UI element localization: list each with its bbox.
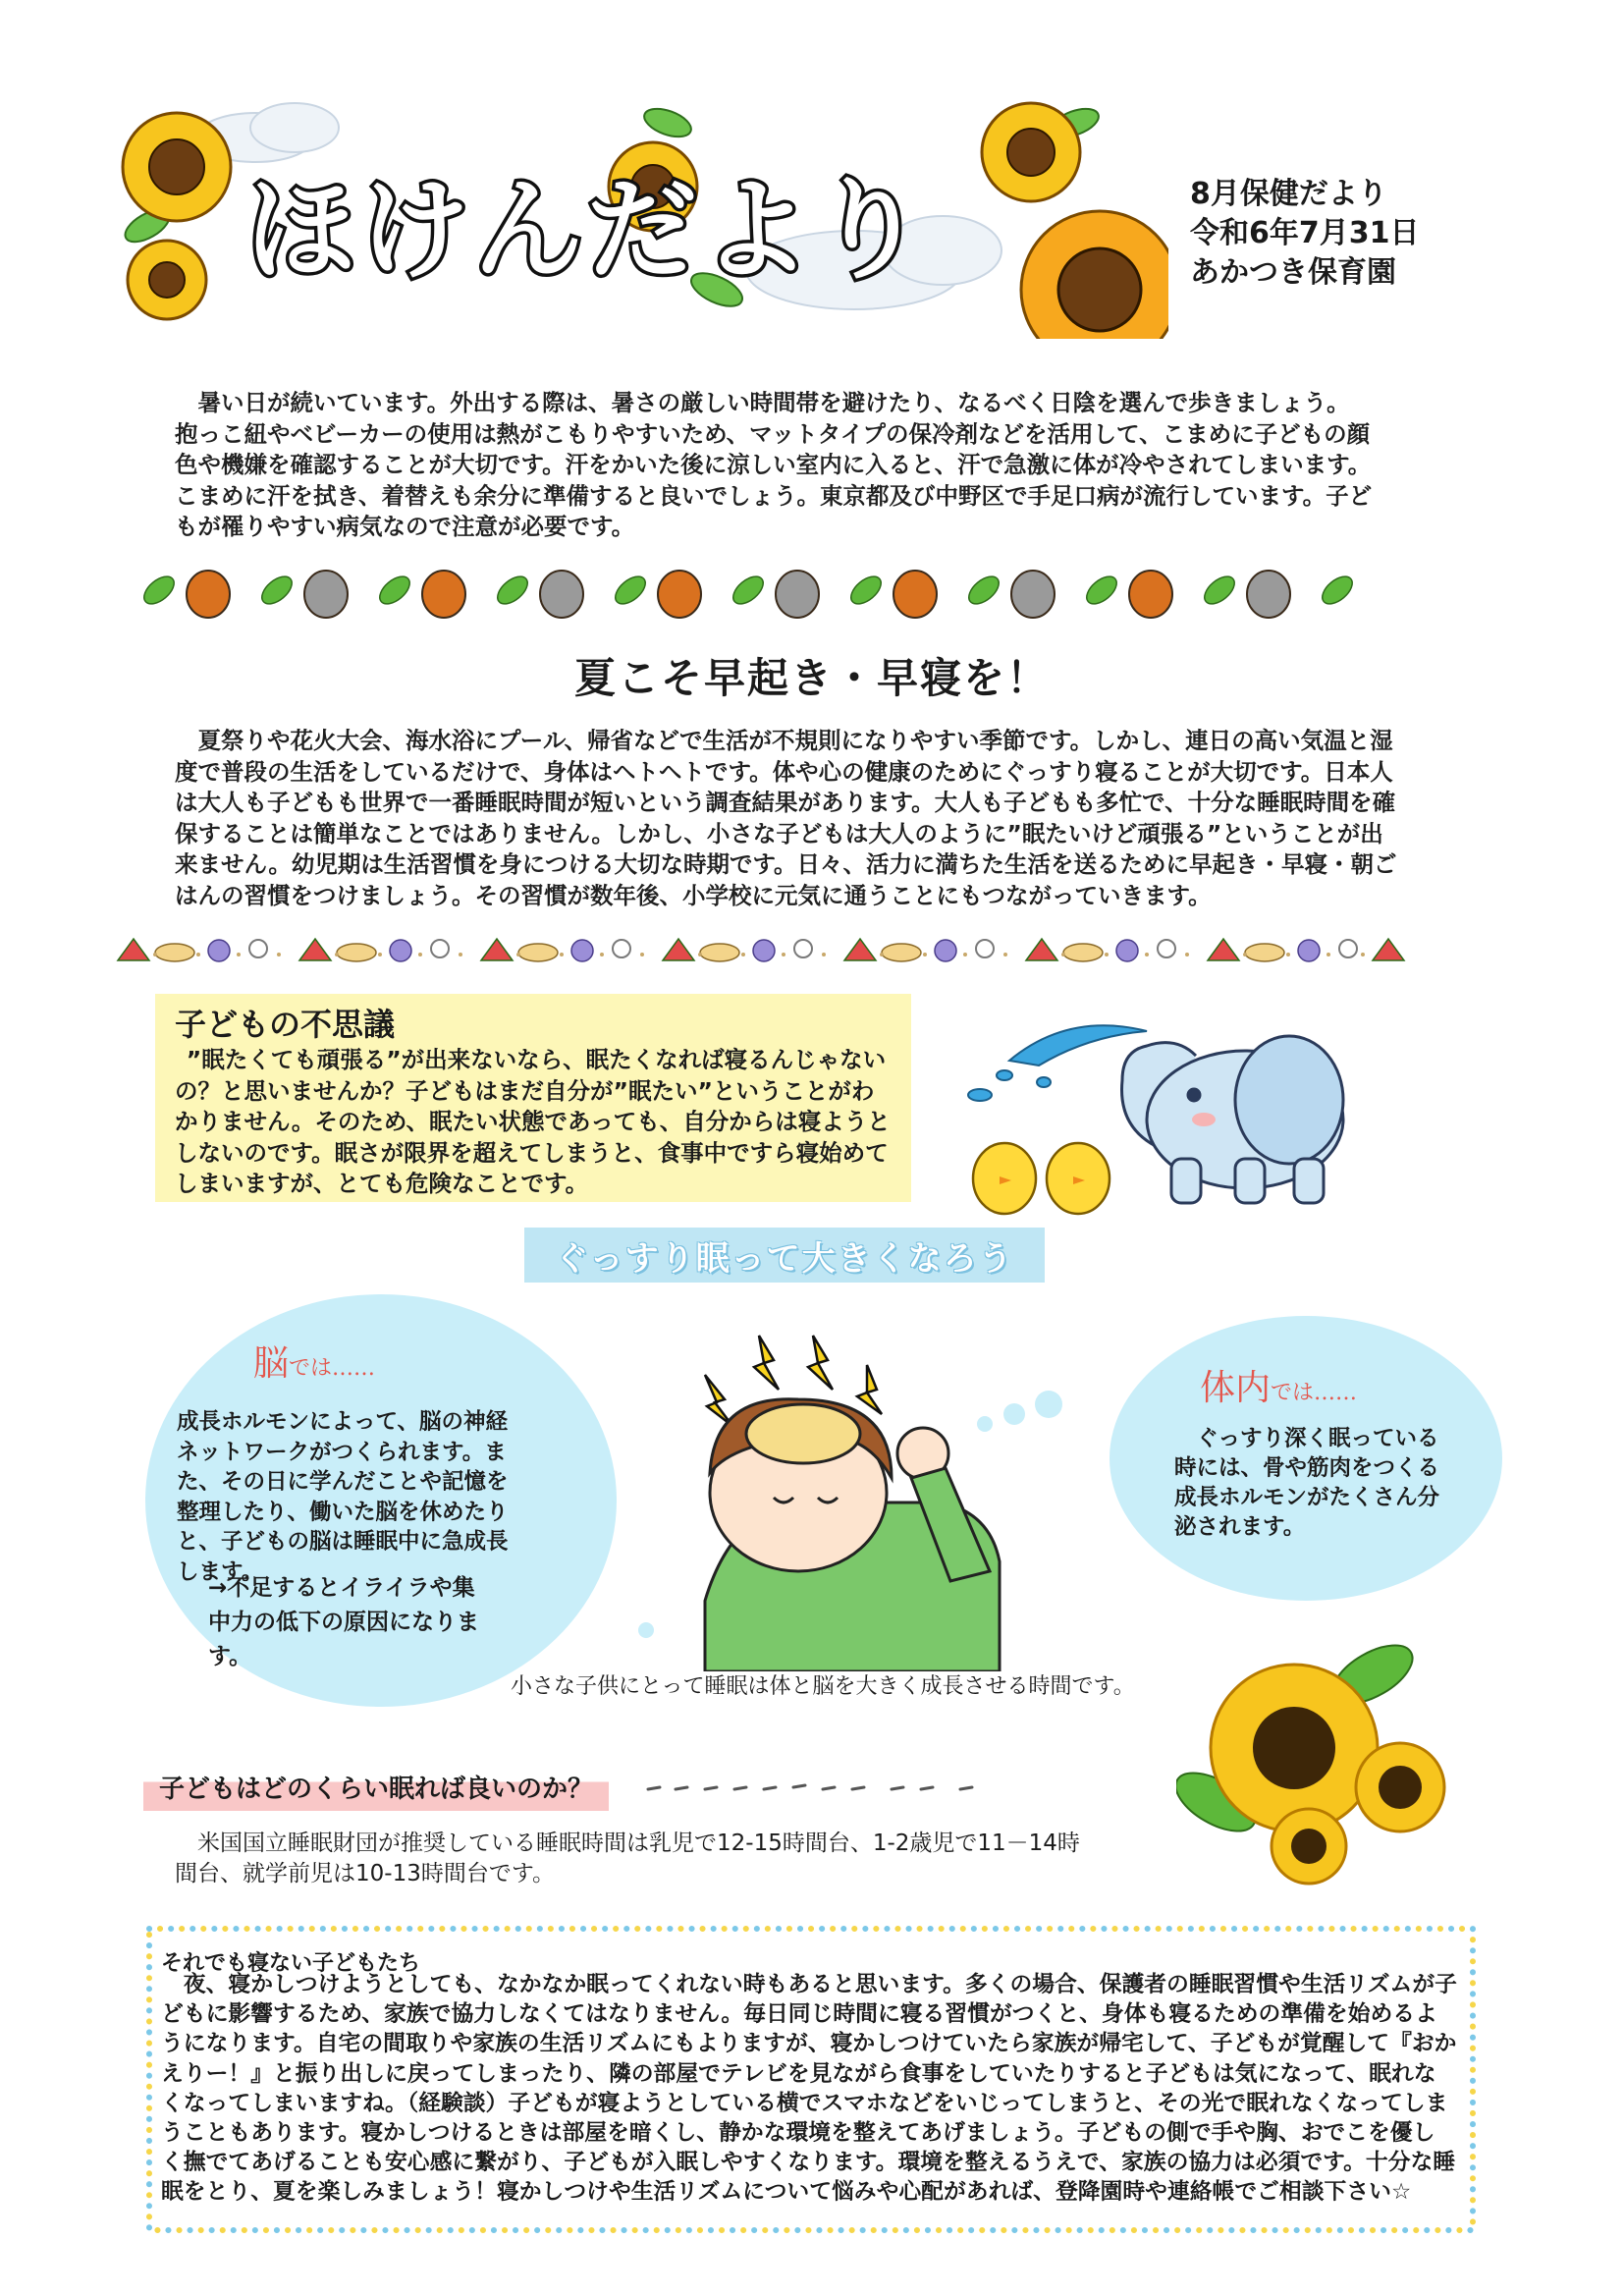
boy-caption: 小さな子供にとって睡眠は体と脳を大きく成長させる時間です。 (511, 1674, 1135, 1699)
sunflower-illustration (1176, 1635, 1471, 1890)
beetle-leaf-border (137, 555, 1355, 626)
brain-heading-main: 脳 (253, 1343, 290, 1384)
newsletter-title: ほけんだより (245, 167, 929, 295)
body-paragraph: ぐっすり深く眠っている時には、骨や筋肉をつくる成長ホルモンがたくさん分泌されます。 (1174, 1426, 1440, 1540)
brain-paragraph: 成長ホルモンによって、脳の神経ネットワークがつくられます。また、その日に学んだことや記憶を整理したり、働いた脳を休めたりと、子どもの脳は睡眠中に急成長します。 (177, 1409, 509, 1585)
sleep-banner-text: ぐっすり眠って大きくなろう (555, 1238, 1014, 1279)
sleep-banner (524, 1228, 1045, 1283)
water-splash-icon (968, 1025, 1147, 1101)
body-heading-main: 体内 (1200, 1368, 1272, 1408)
mystery-paragraph: ”眠たくても頑張る”が出来ないなら、眠たくなれば寝るんじゃないの？と思いませんか？子どもはまだ自分が”眠たい”ということがわかりません。そのため、眠たい状態であっても、自分からは寝ようとしないのです。眠さが限界を超えてしまうと、食事中ですら寝始めてしまいますが、とても危険なことです。 (175, 1046, 891, 1197)
beetle-border-svg (137, 555, 1355, 626)
brain-warning: →不足するとイライラや集中力の低下の原因になります。 (208, 1575, 479, 1669)
body-heading (1200, 1360, 1357, 1410)
intro-paragraph: 暑い日が続いています。外出する際は、暑さの厳しい時間帯を避けたり、なるべく日陰を選んで歩きましょう。抱っこ紐やベビーカーの使用は熱がこもりやすいため、マットタイプの保冷剤などを活用して、こまめに子どもの顔色や機嫌を確認することが大切です。汗をかいた後に涼しい室内に入ると、汗で急激に体が冷やされてしまいます。こまめに汗を拭き、着替えも余分に準備すると良いでしょう。東京都及び中野区で手足口病が流行しています。子どもが罹りやすい病気なので注意が必要です。 (175, 389, 1373, 540)
school-name: あかつき保育園 (1190, 255, 1396, 290)
masthead-art (108, 93, 1168, 339)
decorative-dashes (646, 1779, 1000, 1799)
issue-label: 8月保健だより (1190, 177, 1387, 211)
howlong-title: 子どもはどのくらい眠れば良いのか？ (143, 1763, 609, 1811)
sleeping-boy-illustration (617, 1306, 1127, 1671)
summer-heading: 夏こそ早起き・早寝を！ (573, 654, 1050, 702)
summer-paragraph: 夏祭りや花火大会、海水浴にプール、帰省などで生活が不規則になりやすい季節です。しかし、連日の高い気温と湿度で普段の生活をしているだけで、身体はヘトヘトです。体や心の健康のためにぐっすり寝ることが大切です。日本人は大人も子どもも世界で一番睡眠時間が短いという調査結果があります。大人も子どもも多忙で、十分な睡眠時間を確保することは簡単なことではありません。しかし、小さな子どもは大人のように”眠たいけど頑張る”ということが出来ません。幼児期は生活習慣を身につける大切な時期です。日々、活力に満ちた生活を送るために早起き・早寝・朝ごはんの習慣をつけましょう。その習慣が数年後、小学校に元気に通うことにもつながっていきます。 (175, 727, 1397, 909)
boy-icon (705, 1399, 1000, 1671)
issue-date: 令和6年7月31日 (1190, 216, 1420, 250)
brain-heading (253, 1336, 375, 1386)
net-icon (249, 940, 1357, 957)
elephant-chicks-illustration (950, 1011, 1422, 1237)
howlong-paragraph: 米国国立睡眠財団が推奨している睡眠時間は乳児で12-15時間台、1-2歳児で11－14時間台、就学前児は10-13時間台です。 (175, 1831, 1080, 1886)
mystery-title: 子どもの不思議 (175, 1006, 396, 1043)
watermelon-border (116, 933, 1412, 968)
sunflower-svg (1176, 1635, 1471, 1890)
watermelon-border-svg (116, 933, 1412, 968)
bottom-paragraph: 夜、寝かしつけようとしても、なかなか眠ってくれない時もあると思います。多くの場合、保護者の睡眠習慣や生活リズムが子どもに影響するため、家族で協力しなくてはなりません。毎日同じ時間に寝る習慣がつくと、身体も寝るための準備を始めるようになります。自宅の間取りや家族の生活リズムにもよりますが、寝かしつけていたら家族が帰宅して、子どもが覚醒して『おかえりー！』と振り出しに戻ってしまったり、隣の部屋でテレビを見ながら食事をしていたりすると子どもは気になって、眠れなくなってしまいますね。（経験談）子どもが寝ようとしている横でスマホなどをいじってしまうと、その光で眠れなくなってしまうこともあります。寝かしつけるときは部屋を暗くし、静かな環境を整えてあげましょう。子どもの側で手や胸、おでこを優しく撫でてあげることも安心感に繋がり、子どもが入眠しやすくなります。環境を整えるうえで、家族の協力は必須です。十分な睡眠をとり、夏を楽しみましょう！寝かしつけや生活リズムについて悩みや心配があれば、登降園時や連絡帳でご相談下さい☆ (161, 1972, 1457, 2206)
body-heading-sub: では…… (1271, 1381, 1358, 1405)
elephant-svg (950, 1011, 1422, 1237)
sunflower-icon (1211, 1665, 1444, 1884)
brain-heading-sub: では…… (289, 1356, 376, 1381)
elephant-icon (1122, 1036, 1344, 1203)
boy-svg (617, 1306, 1127, 1671)
dashes-svg (646, 1779, 1000, 1799)
masthead-svg (108, 93, 1168, 339)
dash-icon (648, 1785, 972, 1789)
bottom-title: それでも寝ない子どもたち (161, 1951, 421, 1976)
chick-icon (973, 1143, 1110, 1214)
header-meta (1190, 175, 1420, 293)
